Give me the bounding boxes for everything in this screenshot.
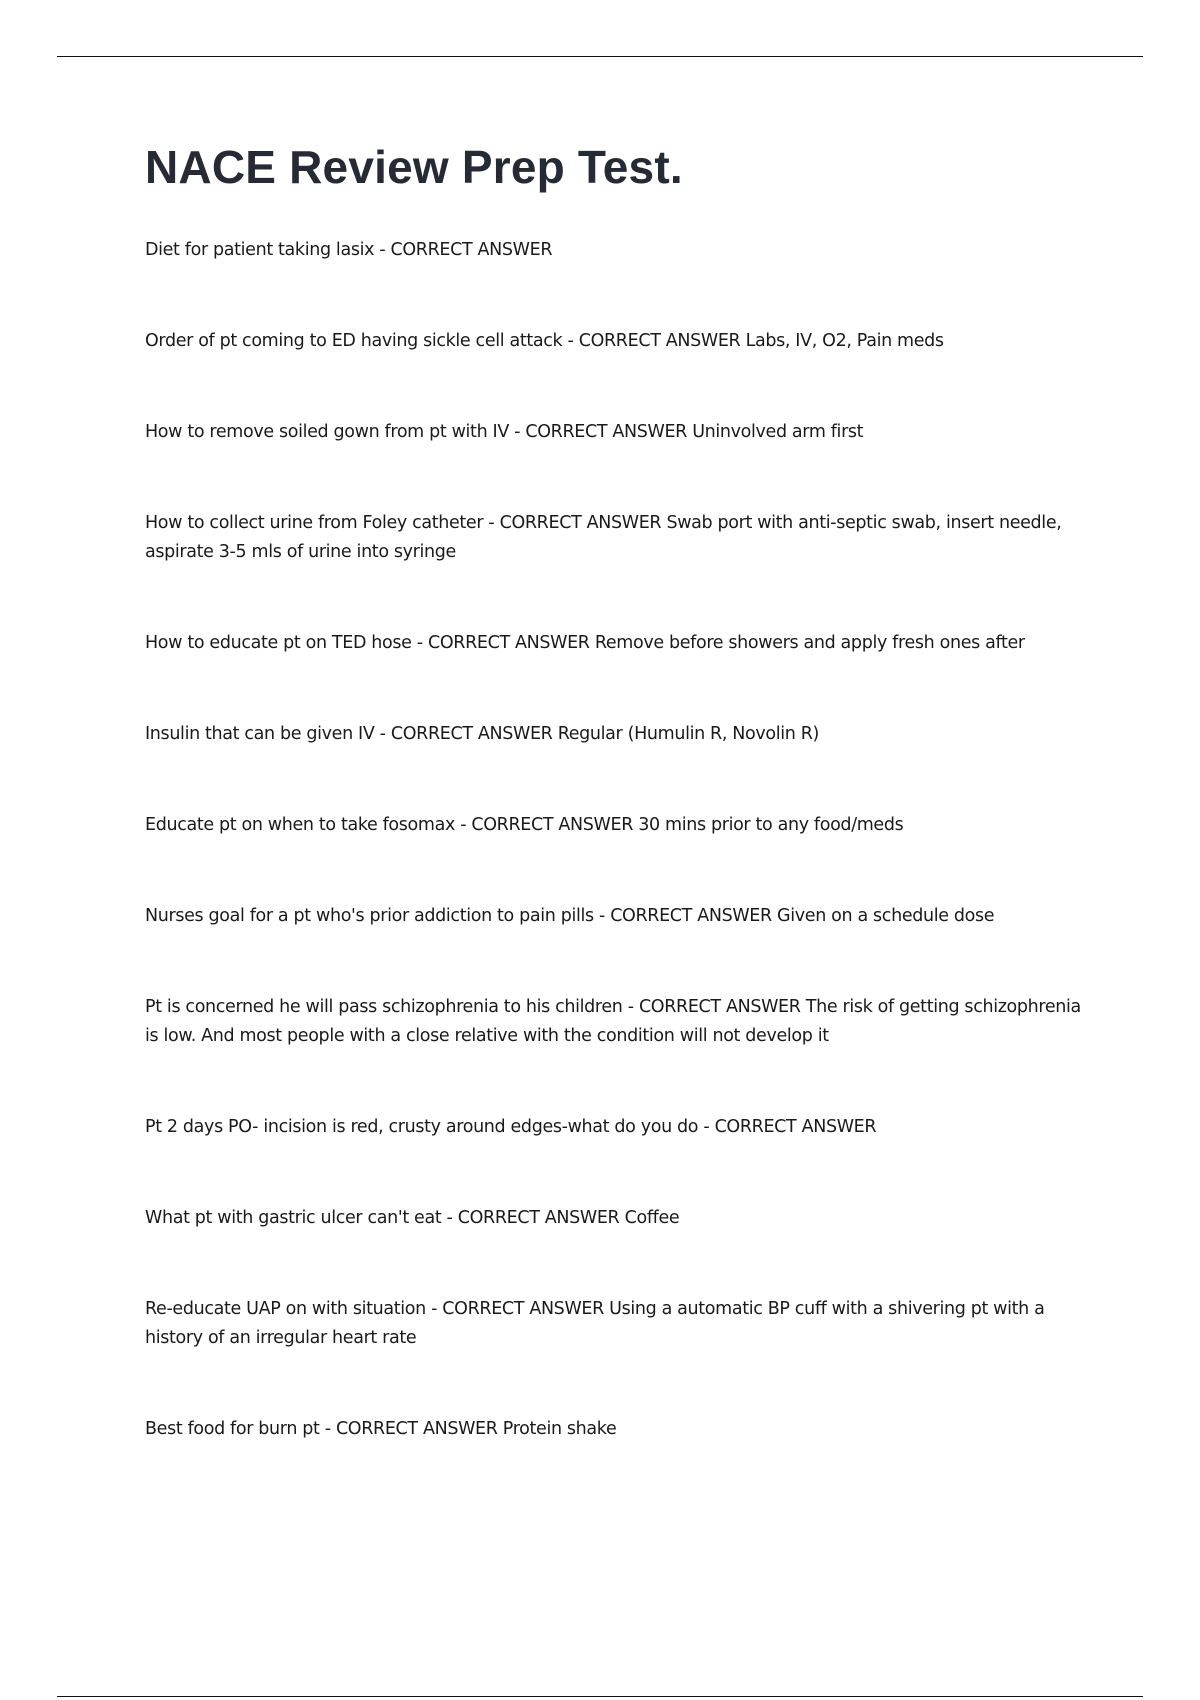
answer-text: Coffee	[624, 1208, 680, 1229]
question-text: Pt 2 days PO- incision is red, crusty around edges-what do you do	[145, 1117, 699, 1138]
header-rule	[57, 56, 1143, 57]
qa-item: How to collect urine from Foley catheter - CORRECT ANSWER Swab port with anti-septic swab, insert needle, aspirate 3-5 mls of urine into syringe	[145, 513, 1062, 563]
qa-item: How to educate pt on TED hose - CORRECT ANSWER Remove before showers and apply fresh ones after	[145, 633, 1025, 654]
answer-text: 30 mins prior to any food/meds	[638, 815, 904, 836]
qa-item: What pt with gastric ulcer can't eat - CORRECT ANSWER Coffee	[145, 1208, 680, 1229]
correct-answer-label: CORRECT ANSWER	[390, 724, 553, 745]
qa-item: Pt is concerned he will pass schizophrenia to his children - CORRECT ANSWER The risk of getting schizophrenia is low. And most people with a close relative with the condition will not develop it	[145, 997, 1081, 1047]
correct-answer-label: CORRECT ANSWER	[638, 997, 801, 1018]
qa-item: Educate pt on when to take fosomax - CORRECT ANSWER 30 mins prior to any food/meds	[145, 815, 904, 836]
question-text: Insulin that can be given IV	[145, 724, 375, 745]
qa-item: Re-educate UAP on with situation - CORRECT ANSWER Using a automatic BP cuff with a shivering pt with a history of an irregular heart rate	[145, 1299, 1045, 1349]
document-body	[145, 140, 1095, 1506]
qa-item: Diet for patient taking lasix - CORRECT ANSWER	[145, 240, 553, 261]
document-title: NACE Review Prep Test.	[145, 141, 683, 193]
question-text: How to educate pt on TED hose	[145, 633, 412, 654]
qa-item: How to remove soiled gown from pt with IV - CORRECT ANSWER Uninvolved arm first	[145, 422, 864, 443]
question-text: Pt is concerned he will pass schizophrenia to his children	[145, 997, 623, 1018]
answer-text: Remove before showers and apply fresh ones after	[594, 633, 1025, 654]
question-text: Order of pt coming to ED having sickle cell attack	[145, 331, 563, 352]
correct-answer-label: CORRECT ANSWER	[335, 1419, 498, 1440]
question-text: Educate pt on when to take fosomax	[145, 815, 455, 836]
question-text: Nurses goal for a pt who's prior addiction to pain pills	[145, 906, 594, 927]
correct-answer-label: CORRECT ANSWER	[390, 240, 553, 261]
qa-item: Insulin that can be given IV - CORRECT ANSWER Regular (Humulin R, Novolin R)	[145, 724, 820, 745]
question-text: Re-educate UAP on with situation	[145, 1299, 426, 1320]
footer-rule	[57, 1696, 1143, 1697]
correct-answer-label: CORRECT ANSWER	[525, 422, 687, 443]
answer-text: Regular (Humulin R, Novolin R)	[557, 724, 820, 745]
question-text: Diet for patient taking lasix	[145, 240, 375, 261]
question-text: How to collect urine from Foley catheter	[145, 513, 484, 534]
answer-text: Given on a schedule dose	[777, 906, 995, 927]
answer-text: Uninvolved arm first	[692, 422, 864, 443]
qa-item: Best food for burn pt - CORRECT ANSWER Protein shake	[145, 1419, 617, 1440]
qa-item: Nurses goal for a pt who's prior addiction to pain pills - CORRECT ANSWER Given on a schedule dose	[145, 906, 995, 927]
answer-text: The risk of getting schizophrenia is low. And most people with a close relative with the condition will not develop it	[145, 997, 1081, 1047]
correct-answer-label: CORRECT ANSWER	[457, 1208, 620, 1229]
correct-answer-label: CORRECT ANSWER	[442, 1299, 604, 1320]
correct-answer-label: CORRECT ANSWER	[427, 633, 590, 654]
answer-text: Using a automatic BP cuff with a shivering pt with a history of an irregular heart rate	[145, 1299, 1045, 1349]
answer-text: Labs, IV, O2, Pain meds	[745, 331, 944, 352]
question-text: How to remove soiled gown from pt with IV	[145, 422, 509, 443]
qa-item: Pt 2 days PO- incision is red, crusty around edges-what do you do - CORRECT ANSWER	[145, 1117, 877, 1138]
correct-answer-label: CORRECT ANSWER	[714, 1117, 877, 1138]
correct-answer-label: CORRECT ANSWER	[578, 331, 741, 352]
question-text: Best food for burn pt	[145, 1419, 320, 1440]
correct-answer-label: CORRECT ANSWER	[471, 815, 634, 836]
qa-item: Order of pt coming to ED having sickle cell attack - CORRECT ANSWER Labs, IV, O2, Pain meds	[145, 331, 944, 352]
qa-list	[145, 236, 1095, 1444]
correct-answer-label: CORRECT ANSWER	[610, 906, 772, 927]
correct-answer-label: CORRECT ANSWER	[499, 513, 662, 534]
answer-text: Swab port with anti-septic swab, insert needle, aspirate 3-5 mls of urine into syringe	[145, 513, 1062, 563]
question-text: What pt with gastric ulcer can't eat	[145, 1208, 442, 1229]
answer-text: Protein shake	[502, 1419, 617, 1440]
